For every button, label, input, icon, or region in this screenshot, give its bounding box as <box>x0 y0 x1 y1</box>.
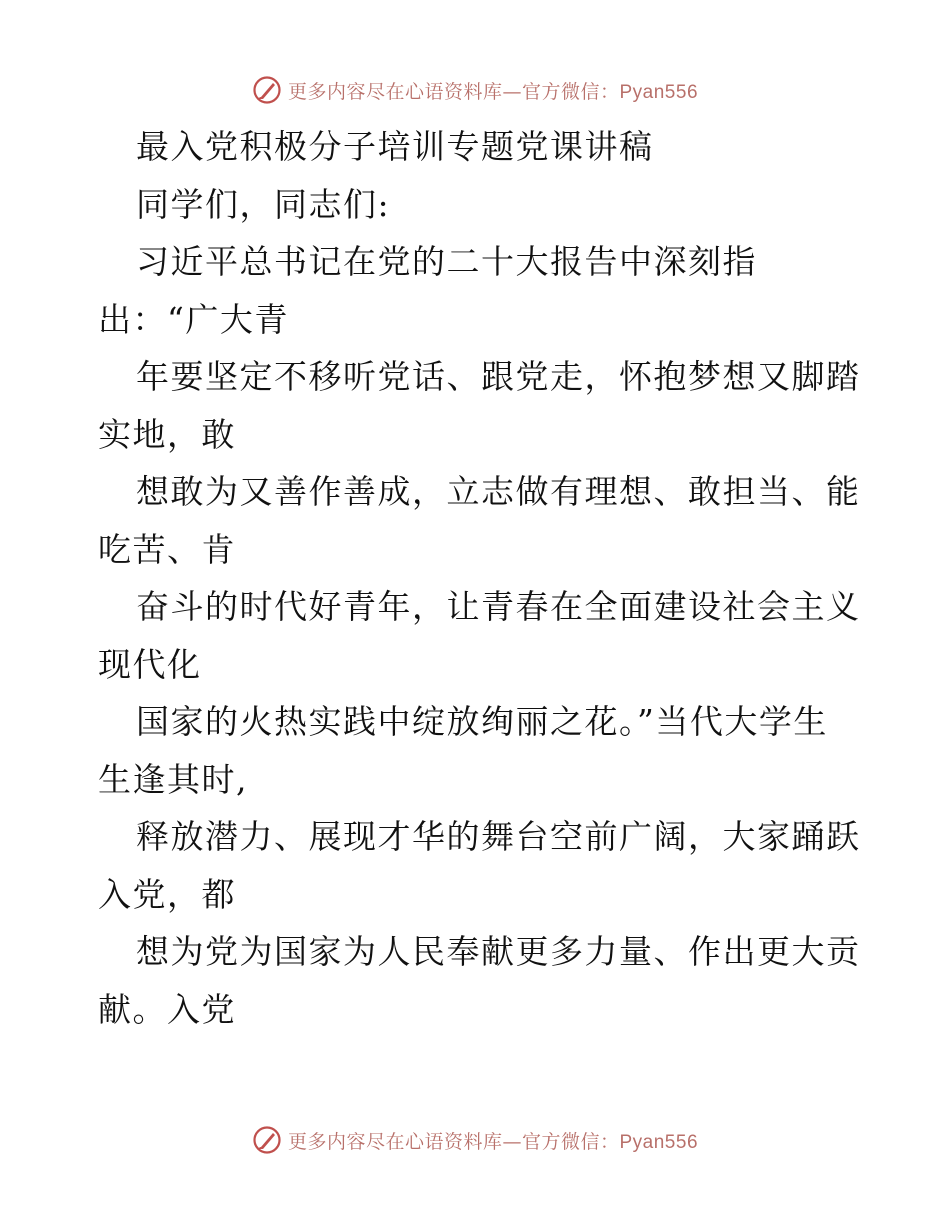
footer-watermark-banner <box>0 1120 950 1160</box>
text-line: 释放潜力、展现才华的舞台空前广阔，大家踊跃 <box>136 817 861 856</box>
banner-label: 更多内容尽在心语资料库—官方微信： <box>287 80 620 103</box>
text-line: 最入党积极分子培训专题党课讲稿 <box>136 127 654 166</box>
banner-text <box>288 77 698 104</box>
text-line: 现代化 <box>98 644 202 684</box>
text-line: 吃苦、肯 <box>98 529 236 569</box>
text-line: 想敢为又善作善成，立志做有理想、敢担当、能 <box>136 472 861 511</box>
banner-label: 更多内容尽在心语资料库—官方微信： <box>287 1130 620 1153</box>
text-line: 国家的火热实践中绽放绚丽之花。”当代大学生 <box>136 702 828 741</box>
banner-text <box>288 1127 698 1154</box>
text-line: 习近平总书记在党的二十大报告中深刻指 <box>136 242 757 281</box>
text-line: 实地，敢 <box>98 414 236 454</box>
text-line: 入党，都 <box>98 874 236 914</box>
text-line: 同学们，同志们: <box>136 184 391 224</box>
quill-pen-logo-icon <box>252 1125 282 1155</box>
text-line: 年要坚定不移听党话、跟党走，怀抱梦想又脚踏 <box>136 357 861 396</box>
text-line: 想为党为国家为人民奉献更多力量、作出更大贡 <box>136 932 861 971</box>
header-watermark-banner <box>0 70 950 110</box>
document-body <box>98 118 861 1038</box>
text-line: 奋斗的时代好青年，让青春在全面建设社会主义 <box>136 587 861 626</box>
text-line: 献。入党 <box>98 989 236 1029</box>
text-line: 出：“广大青 <box>98 299 289 339</box>
quill-pen-logo-icon <box>252 75 282 105</box>
wechat-id: Pyan556 <box>619 1131 699 1153</box>
text-line: 生逢其时, <box>98 759 248 799</box>
wechat-id: Pyan556 <box>619 81 699 103</box>
